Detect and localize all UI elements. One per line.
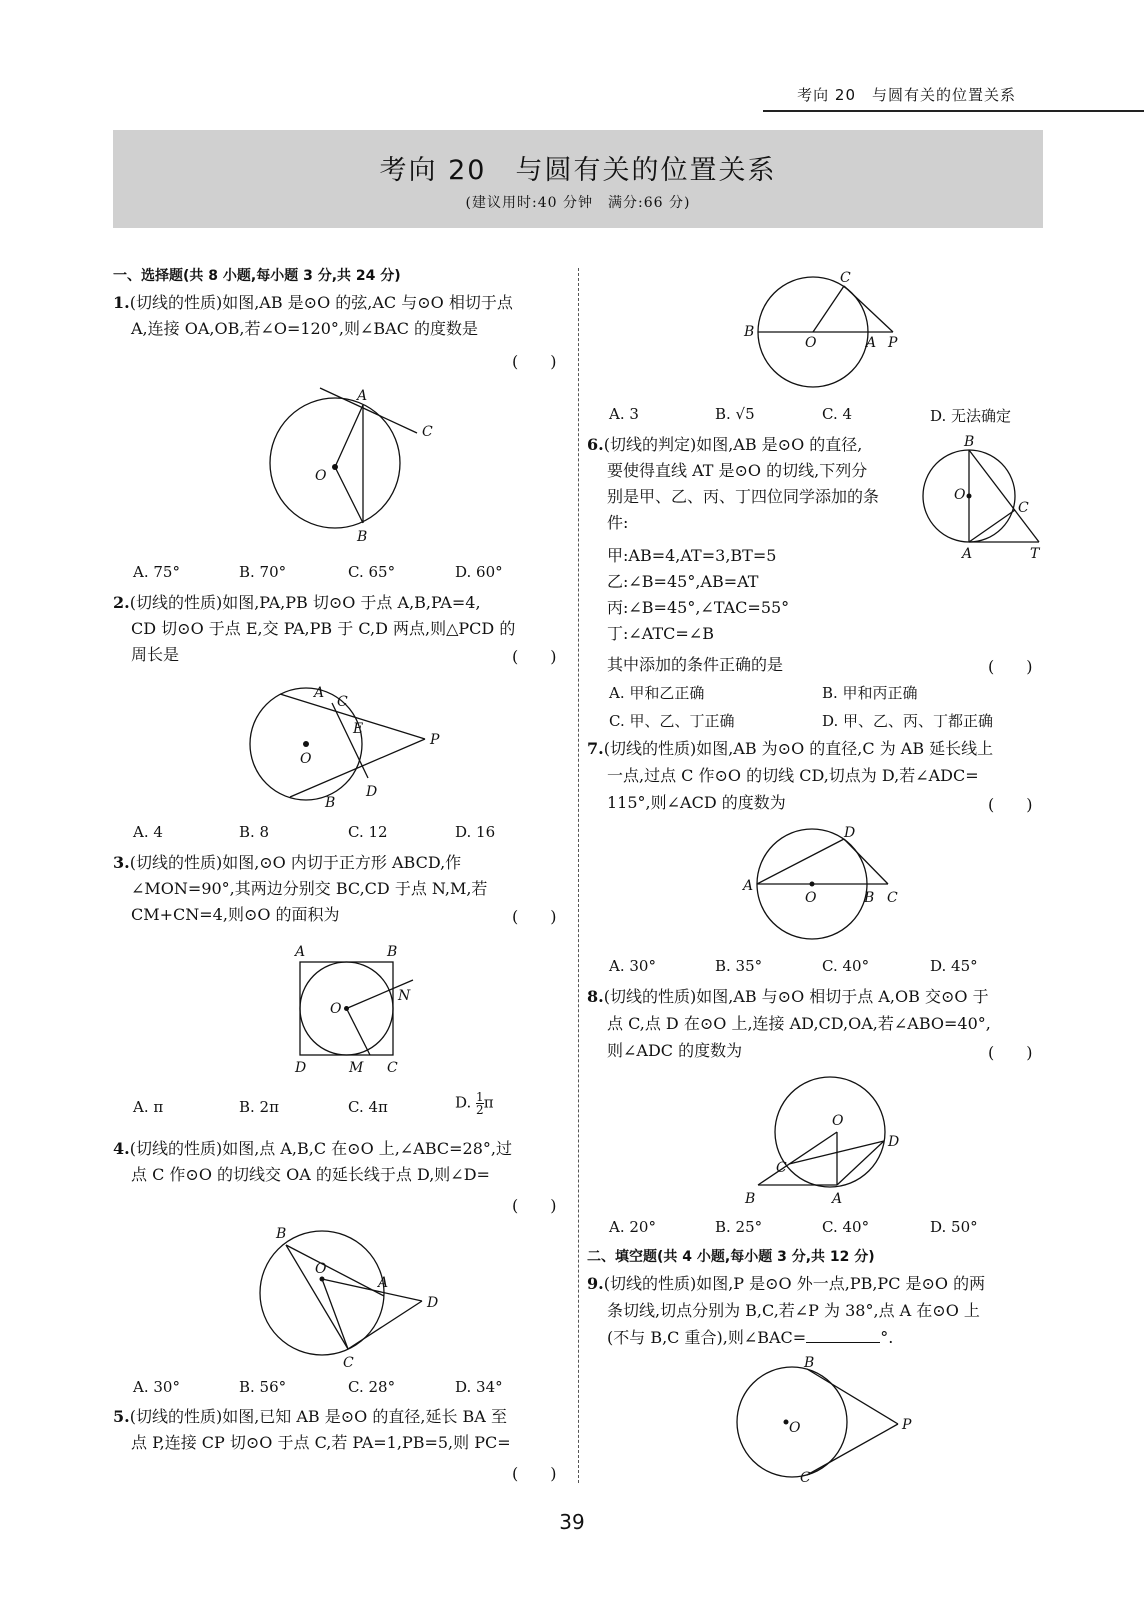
q8-text-1: (切线的性质)如图,AB 与⊙O 相切于点 A,OB 交⊙O 于	[603, 987, 989, 1006]
q5-option-d[interactable]: D. 无法确定	[930, 407, 1012, 425]
q9-line-1	[587, 1273, 985, 1295]
q2-option-b[interactable]: B. 8	[239, 823, 270, 841]
q6-label-c: C	[1018, 500, 1029, 516]
q3-label-c: C	[387, 1060, 398, 1076]
q5-label-c: C	[840, 270, 851, 286]
q8-figure	[740, 1070, 910, 1205]
q1-option-b[interactable]: B. 70°	[239, 563, 287, 581]
page-title: 考向 20 与圆有关的位置关系	[379, 155, 777, 186]
header-rule	[763, 110, 1144, 112]
q7-label-o: O	[805, 890, 817, 906]
q3-figure	[285, 940, 425, 1075]
q2-label-a: A	[314, 685, 325, 701]
q8-line-2: 点 C,点 D 在⊙O 上,连接 AD,CD,OA,若∠ABO=40°,	[607, 1014, 991, 1033]
q3-label-o: O	[330, 1001, 342, 1017]
q9-text-3: (不与 B,C 重合),则∠BAC=	[607, 1328, 807, 1347]
q5-answer-paren: ( )	[512, 1464, 557, 1483]
column-divider	[578, 268, 579, 1483]
q5-option-a[interactable]: A. 3	[609, 405, 639, 423]
q6-option-b[interactable]: B. 甲和丙正确	[822, 684, 918, 702]
q6-line-1	[587, 434, 862, 456]
q7-label-d: D	[844, 825, 856, 841]
q3-option-c[interactable]: C. 4π	[348, 1098, 388, 1116]
q3-option-d-label: D.	[455, 1093, 472, 1112]
q4-answer-paren: ( )	[512, 1196, 557, 1215]
q3-text-1: (切线的性质)如图,⊙O 内切于正方形 ABCD,作	[129, 853, 462, 872]
q6-line-7: 丙:∠B=45°,∠TAC=55°	[607, 598, 790, 617]
q7-text-1: (切线的性质)如图,AB 为⊙O 的直径,C 为 AB 延长线上	[603, 739, 994, 758]
q6-figure	[917, 432, 1040, 562]
q4-option-b[interactable]: B. 56°	[239, 1378, 287, 1396]
q8-answer-paren: ( )	[988, 1043, 1033, 1062]
q2-line-3: 周长是	[131, 645, 180, 664]
q3-line-1	[113, 852, 461, 874]
q1-number: 1.	[113, 293, 130, 312]
q3-line-2: ∠MON=90°,其两边分别交 BC,CD 于点 N,M,若	[131, 879, 488, 898]
q4-label-c: C	[343, 1355, 354, 1371]
q6-label-b: B	[964, 434, 975, 450]
q7-option-d[interactable]: D. 45°	[930, 957, 978, 975]
q2-number: 2.	[113, 593, 130, 612]
q1-text-1: (切线的性质)如图,AB 是⊙O 的弦,AC 与⊙O 相切于点	[129, 293, 513, 312]
q8-label-d: D	[888, 1134, 900, 1150]
q6-option-d[interactable]: D. 甲、乙、丙、丁都正确	[822, 712, 994, 730]
q8-label-b: B	[745, 1191, 756, 1207]
q1-answer-paren: ( )	[512, 352, 557, 371]
q4-option-a[interactable]: A. 30°	[133, 1378, 180, 1396]
q3-option-d[interactable]	[455, 1091, 494, 1116]
q6-label-a: A	[962, 546, 973, 562]
q6-line-4: 件:	[607, 513, 629, 532]
page-number: 39	[559, 1510, 585, 1534]
q3-option-a[interactable]: A. π	[133, 1098, 164, 1116]
q8-label-a: A	[832, 1191, 843, 1207]
q5-number: 5.	[113, 1407, 130, 1426]
q3-label-m: M	[349, 1060, 364, 1076]
q2-label-o: O	[300, 751, 312, 767]
q1-label-c: C	[422, 424, 433, 440]
q7-option-a[interactable]: A. 30°	[609, 957, 656, 975]
q6-line-6: 乙:∠B=45°,AB=AT	[607, 572, 759, 591]
page-subtitle: (建议用时:40 分钟 满分:66 分)	[465, 195, 691, 211]
q5-text-1: (切线的性质)如图,已知 AB 是⊙O 的直径,延长 BA 至	[129, 1407, 507, 1426]
q2-answer-paren: ( )	[512, 647, 557, 666]
q1-label-b: B	[357, 529, 368, 545]
q5-option-b[interactable]: B. √5	[715, 405, 755, 423]
q7-number: 7.	[587, 739, 604, 758]
q4-figure	[250, 1225, 450, 1370]
q1-label-a: A	[357, 388, 368, 404]
q7-figure	[740, 825, 920, 945]
q2-figure	[250, 683, 450, 813]
q7-answer-paren: ( )	[988, 795, 1033, 814]
q3-label-a: A	[295, 944, 306, 960]
q8-number: 8.	[587, 987, 604, 1006]
q4-option-d[interactable]: D. 34°	[455, 1378, 503, 1396]
q1-figure	[255, 383, 455, 553]
q2-label-b: B	[325, 795, 336, 811]
q3-frac-den: 2	[476, 1103, 484, 1117]
q2-line-1	[113, 592, 481, 614]
q7-label-c: C	[887, 890, 898, 906]
q3-option-b[interactable]: B. 2π	[239, 1098, 279, 1116]
q5-option-c[interactable]: C. 4	[822, 405, 853, 423]
q8-option-a[interactable]: A. 20°	[609, 1218, 656, 1236]
q2-label-c: C	[337, 694, 348, 710]
q6-line-3: 别是甲、乙、丙、丁四位同学添加的条	[607, 487, 880, 506]
q3-label-b: B	[387, 944, 398, 960]
section-choice-title: 一、选择题(共 8 小题,每小题 3 分,共 24 分)	[113, 268, 401, 284]
q5-line-1	[113, 1406, 507, 1428]
q2-label-d: D	[366, 784, 378, 800]
q6-text-1: (切线的判定)如图,AB 是⊙O 的直径,	[603, 435, 863, 454]
q3-option-d-fraction	[476, 1091, 484, 1116]
q7-line-1	[587, 738, 993, 760]
q3-line-3: CM+CN=4,则⊙O 的面积为	[131, 905, 340, 924]
q5-label-p: P	[888, 335, 898, 351]
q8-option-d[interactable]: D. 50°	[930, 1218, 978, 1236]
q1-line-1	[113, 292, 513, 314]
q7-label-b: B	[864, 890, 875, 906]
q1-option-d[interactable]: D. 60°	[455, 563, 503, 581]
q2-option-d[interactable]: D. 16	[455, 823, 496, 841]
q7-line-2: 一点,过点 C 作⊙O 的切线 CD,切点为 D,若∠ADC=	[607, 766, 979, 785]
q9-line-3	[607, 1327, 893, 1349]
q2-label-e: E	[353, 721, 364, 737]
q6-option-c[interactable]: C. 甲、乙、丁正确	[609, 712, 735, 730]
q9-label-b: B	[804, 1355, 815, 1371]
q4-line-2: 点 C 作⊙O 的切线交 OA 的延长线于点 D,则∠D=	[131, 1165, 490, 1184]
q6-answer-paren: ( )	[988, 657, 1033, 676]
title-band	[113, 130, 1043, 228]
q8-option-b[interactable]: B. 25°	[715, 1218, 763, 1236]
q9-tail: °.	[880, 1328, 894, 1347]
q3-label-d: D	[295, 1060, 307, 1076]
q9-number: 9.	[587, 1274, 604, 1293]
q6-line-9: 其中添加的条件正确的是	[607, 655, 784, 674]
q3-answer-paren: ( )	[512, 907, 557, 926]
q4-label-o: O	[315, 1261, 327, 1277]
q1-option-a[interactable]: A. 75°	[133, 563, 180, 581]
q9-label-c: C	[800, 1470, 811, 1486]
q9-label-p: P	[902, 1417, 912, 1433]
q4-text-1: (切线的性质)如图,点 A,B,C 在⊙O 上,∠ABC=28°,过	[129, 1139, 512, 1158]
q5-line-2: 点 P,连接 CP 切⊙O 于点 C,若 PA=1,PB=5,则 PC=	[131, 1433, 511, 1452]
q7-label-a: A	[743, 878, 754, 894]
q8-label-c: C	[776, 1160, 787, 1176]
q9-figure	[730, 1355, 920, 1486]
q4-label-d: D	[427, 1295, 439, 1311]
q8-option-c[interactable]: C. 40°	[822, 1218, 870, 1236]
q3-number: 3.	[113, 853, 130, 872]
q5-label-o: O	[805, 335, 817, 351]
q7-option-c[interactable]: C. 40°	[822, 957, 870, 975]
q8-line-1	[587, 986, 989, 1008]
q2-option-a[interactable]: A. 4	[133, 823, 163, 841]
q7-option-b[interactable]: B. 35°	[715, 957, 763, 975]
q9-label-o: O	[789, 1420, 801, 1436]
q5-label-b: B	[744, 324, 755, 340]
q2-line-2: CD 切⊙O 于点 E,交 PA,PB 于 C,D 两点,则△PCD 的	[131, 619, 516, 638]
section-fill-title: 二、填空题(共 4 小题,每小题 3 分,共 12 分)	[587, 1249, 875, 1265]
q2-option-c[interactable]: C. 12	[348, 823, 388, 841]
q3-frac-num: 1	[476, 1090, 484, 1104]
q7-line-3: 115°,则∠ACD 的度数为	[607, 793, 786, 812]
q6-label-o: O	[954, 487, 966, 503]
q8-line-3: 则∠ADC 的度数为	[607, 1041, 743, 1060]
q1-line-2: A,连接 OA,OB,若∠O=120°,则∠BAC 的度数是	[131, 319, 479, 338]
q9-answer-blank[interactable]	[806, 1328, 880, 1343]
q5-label-a: A	[866, 335, 877, 351]
q3-option-d-pi: π	[483, 1093, 494, 1112]
q2-label-p: P	[430, 732, 440, 748]
q4-number: 4.	[113, 1139, 130, 1158]
q3-label-n: N	[398, 988, 411, 1004]
q4-option-c[interactable]: C. 28°	[348, 1378, 396, 1396]
q9-text-1: (切线的性质)如图,P 是⊙O 外一点,PB,PC 是⊙O 的两	[603, 1274, 986, 1293]
q1-option-c[interactable]: C. 65°	[348, 563, 396, 581]
q1-label-o: O	[315, 468, 327, 484]
q4-line-1	[113, 1138, 512, 1160]
q6-label-t: T	[1030, 546, 1040, 562]
q6-option-a[interactable]: A. 甲和乙正确	[609, 684, 705, 702]
q2-text-1: (切线的性质)如图,PA,PB 切⊙O 于点 A,B,PA=4,	[129, 593, 481, 612]
q5-figure	[743, 270, 913, 390]
q6-line-8: 丁:∠ATC=∠B	[607, 624, 714, 643]
q9-line-2: 条切线,切点分别为 B,C,若∠P 为 38°,点 A 在⊙O 上	[607, 1301, 980, 1320]
q6-line-2: 要使得直线 AT 是⊙O 的切线,下列分	[607, 461, 868, 480]
q8-label-o: O	[832, 1113, 844, 1129]
q4-label-a: A	[378, 1275, 389, 1291]
q6-number: 6.	[587, 435, 604, 454]
q4-label-b: B	[276, 1226, 287, 1242]
q6-line-5: 甲:AB=4,AT=3,BT=5	[607, 546, 777, 565]
running-header: 考向 20 与圆有关的位置关系	[797, 86, 1016, 104]
